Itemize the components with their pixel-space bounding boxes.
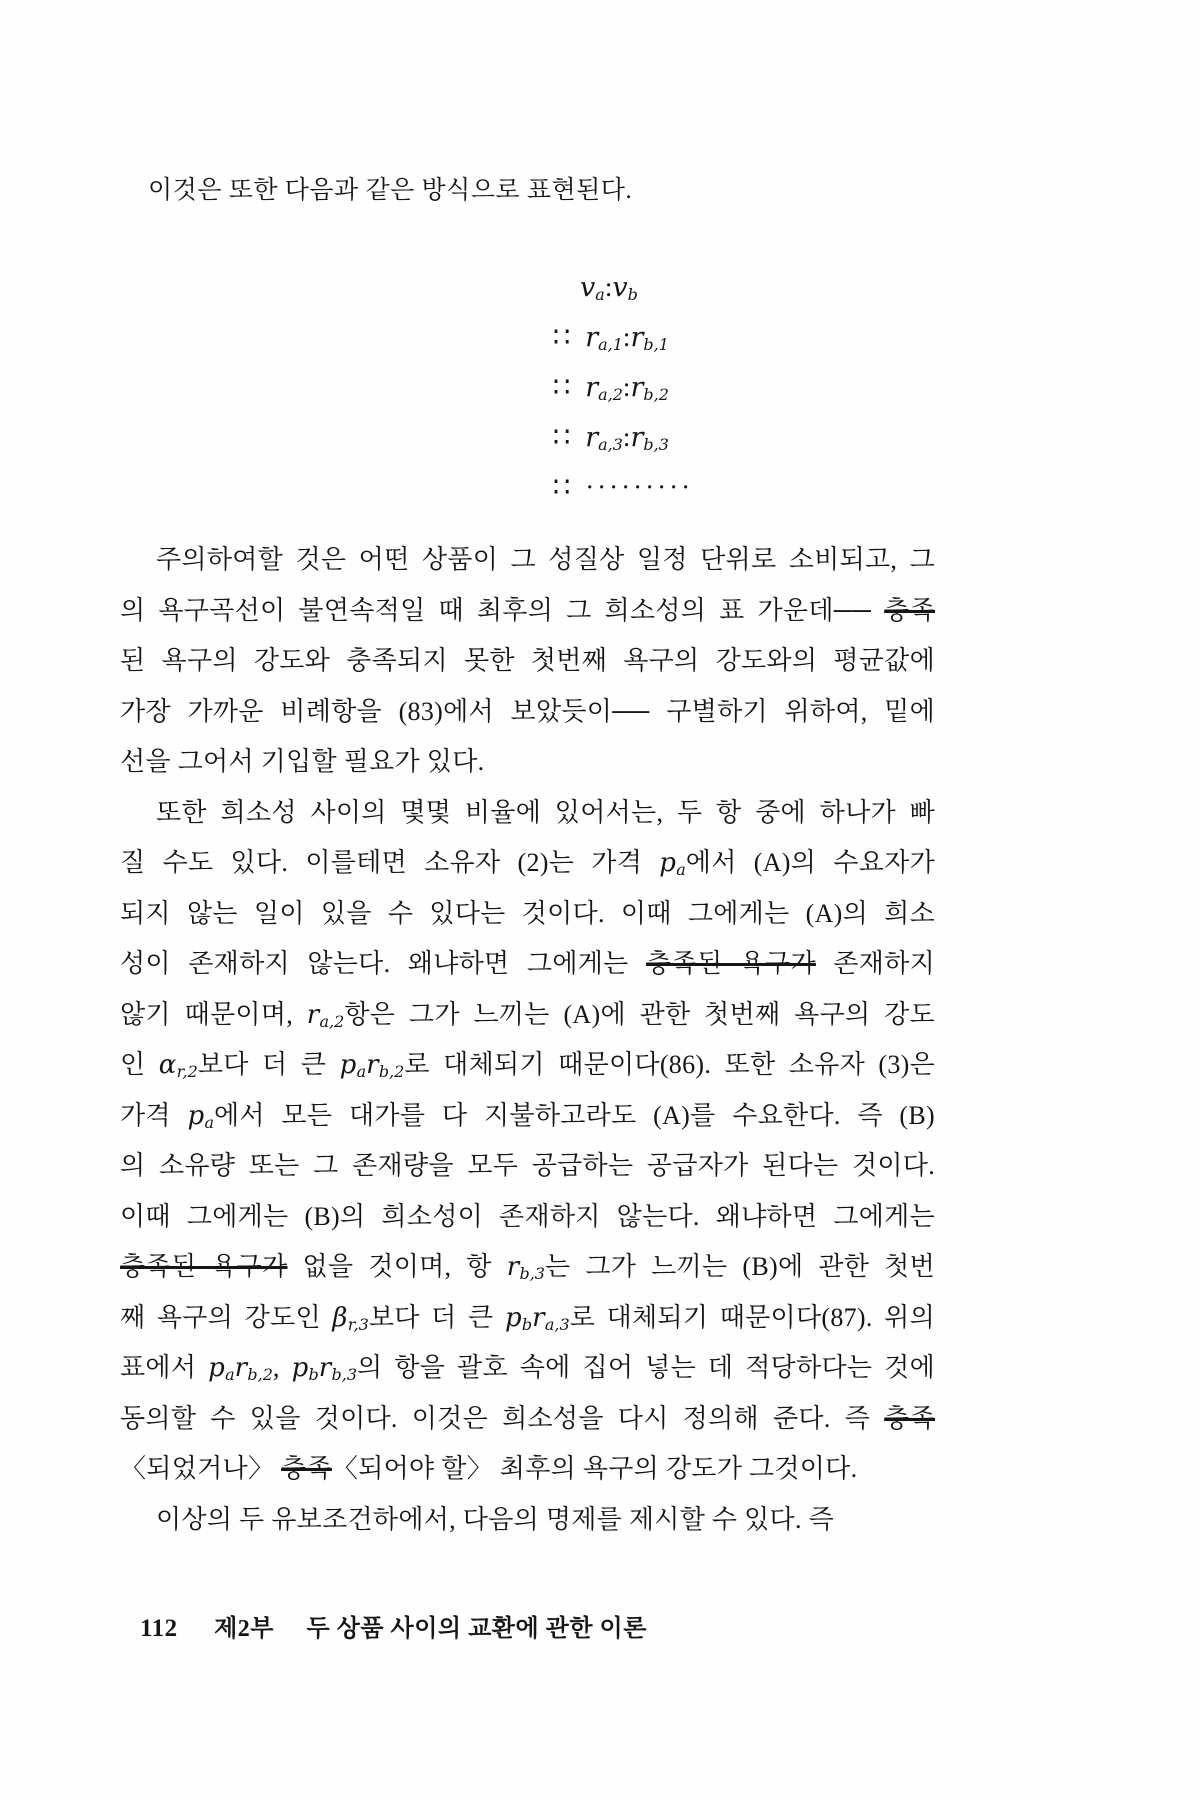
text-line (120, 1495, 935, 1546)
text-segment: : (622, 371, 631, 402)
text-segment: 않기 때문이며, (120, 999, 307, 1029)
struck-text: 충족 (281, 1454, 332, 1483)
math-var: $\alpha_{r,2}$ (158, 1050, 198, 1081)
math-var: $p_a$ (187, 1100, 214, 1132)
text-segment: 이때 그에게는 (B)의 희소성이 존재하지 않는다. 왜냐하면 그에게는 (120, 1201, 935, 1231)
text-segment: 의 욕구곡선이 불연속적일 때 최후의 그 희소성의 표 가운데── (120, 595, 885, 625)
math-var: $v_a$ (580, 271, 605, 304)
math-var: $r_{b,1}$ (630, 321, 669, 354)
text-line (120, 737, 935, 788)
text-segment: 없을 것이며, 항 (287, 1252, 507, 1281)
text-segment: 항은 그가 느끼는 (A)에 관한 첫번째 욕구의 강도 (344, 999, 935, 1029)
math-var: $p_b$ (291, 1353, 319, 1384)
struck-text: 충족된 욕구가 (120, 1252, 288, 1281)
text-line (120, 586, 935, 637)
proportion-sign: ∷ (553, 371, 572, 402)
text-segment: 째 욕구의 강도인 (120, 1302, 333, 1332)
running-title: 두 상품 사이의 교환에 관한 이론 (306, 1616, 647, 1642)
formula-row (553, 312, 693, 362)
text-line (120, 788, 935, 839)
text-segment: 표에서 (120, 1353, 209, 1382)
formula-row (553, 362, 693, 412)
text-segment: 가장 가까운 비례항을 (83)에서 보았듯이── 구별하기 위하여, 밑에 (120, 696, 935, 726)
text-segment: 〈되었거나〉 (120, 1454, 282, 1483)
text-segment: 되지 않는 일이 있을 수 있다는 것이다. 이때 그에게는 (A)의 희소 (120, 898, 935, 928)
page-number: 112 (140, 1615, 178, 1642)
text-line (120, 1141, 935, 1192)
text-segment: : (622, 421, 631, 452)
text-segment: 가격 (120, 1100, 188, 1130)
math-var: $r_{b,3}$ (318, 1353, 358, 1384)
text-line (120, 1040, 935, 1091)
text-segment: 또한 희소성 사이의 몇몇 비율에 있어서는, 두 항 중에 하나가 빠 (156, 797, 935, 827)
math-var: $\beta_{r,3}$ (332, 1302, 369, 1334)
math-var: $p_b$ (504, 1302, 533, 1334)
text-segment: 성이 존재하지 않는다. 왜냐하면 그에게는 (120, 949, 646, 978)
text-segment: 에서 모든 대가를 다 지불하고라도 (A)를 수요한다. 즉 (B) (214, 1100, 935, 1130)
text-segment: ········· (585, 471, 694, 502)
math-var: $r_{b,3}$ (506, 1252, 545, 1283)
formula-block (553, 262, 693, 512)
text-segment: : (622, 321, 631, 352)
formula-row (553, 412, 693, 462)
text-segment: 보다 더 큰 (197, 1050, 340, 1079)
text-segment: 존재하지 (815, 949, 936, 978)
text-line (120, 889, 935, 940)
text-segment: 는 그가 느끼는 (B)에 관한 첫번 (544, 1252, 936, 1281)
text-line (120, 1091, 935, 1142)
math-var: $r_{a,3}$ (532, 1302, 570, 1334)
struck-text: 충족 (884, 595, 935, 625)
text-segment: 의 항을 괄호 속에 집어 넣는 데 적당하다는 것에 (357, 1353, 935, 1382)
part-label: 제2부 (214, 1616, 274, 1642)
text-segment: 인 (120, 1050, 159, 1079)
formula-row (553, 462, 693, 512)
math-var: $p_a$ (208, 1353, 235, 1384)
text-line (120, 990, 935, 1041)
math-var: $r_{a,3}$ (585, 421, 623, 454)
text-segment: 로 대체되기 때문이다(86). 또한 소유자 (3)은 (404, 1050, 935, 1079)
text-line (120, 1242, 935, 1293)
struck-text: 충족 (884, 1403, 935, 1433)
text-line (120, 1444, 935, 1495)
text-segment: 보다 더 큰 (368, 1302, 505, 1332)
text-segment: 〈되어야 할〉 최후의 욕구의 강도가 그것이다. (331, 1454, 858, 1483)
text-segment: 된 욕구의 강도와 충족되지 못한 첫번째 욕구의 강도와의 평균값에 (120, 646, 935, 675)
text-line (120, 1394, 935, 1445)
math-var: $v_b$ (612, 271, 638, 304)
text-segment: 선을 그어서 기입할 필요가 있다. (120, 747, 485, 776)
text-line (120, 535, 935, 586)
body-text (120, 535, 935, 1545)
text-segment: 로 대체되기 때문이다(87). 위의 (569, 1302, 936, 1332)
text-segment: 이상의 두 유보조건하에서, 다음의 명제를 제시할 수 있다. 즉 (156, 1504, 834, 1534)
proportion-sign: ∷ (553, 471, 572, 502)
math-var: $r_{a,2}$ (306, 999, 345, 1031)
formula-row (553, 262, 693, 312)
text-line (120, 1293, 935, 1344)
math-var: $r_{b,2}$ (234, 1353, 273, 1384)
text-line (120, 838, 935, 889)
math-var: $r_{b,2}$ (630, 371, 669, 404)
proportion-sign: ∷ (553, 321, 572, 352)
page-footer (140, 1608, 647, 1643)
text-line (120, 1192, 935, 1243)
text-segment: 질 수도 있다. 이를테면 소유자 (2)는 가격 (120, 848, 660, 877)
math-var: $r_{a,1}$ (585, 321, 623, 354)
proportion-sign: ∷ (553, 421, 572, 452)
math-var: $r_{b,3}$ (630, 421, 669, 454)
text-segment: : (604, 271, 613, 302)
math-var: $p_a$ (659, 848, 686, 879)
struck-text: 충족된 욕구가 (646, 949, 816, 978)
math-var: $r_{a,2}$ (585, 371, 623, 404)
intro-paragraph: 이것은 또한 다음과 같은 방식으로 표현된다. (148, 177, 633, 204)
text-segment: , (272, 1353, 292, 1382)
text-line (120, 939, 935, 990)
text-segment: 동의할 수 있을 것이다. 이것은 희소성을 다시 정의해 준다. 즉 (120, 1403, 885, 1433)
text-segment: 주의하여할 것은 어떤 상품이 그 성질상 일정 단위로 소비되고, 그 (156, 545, 935, 574)
text-line (120, 687, 935, 738)
text-line (120, 636, 935, 687)
text-segment: 에서 (A)의 수요자가 (685, 848, 935, 877)
math-var: $p_a$ (339, 1050, 367, 1081)
math-var: $r_{b,2}$ (366, 1050, 405, 1081)
text-line (120, 1343, 935, 1394)
text-segment: 의 소유량 또는 그 존재량을 모두 공급하는 공급자가 된다는 것이다. (120, 1151, 935, 1180)
